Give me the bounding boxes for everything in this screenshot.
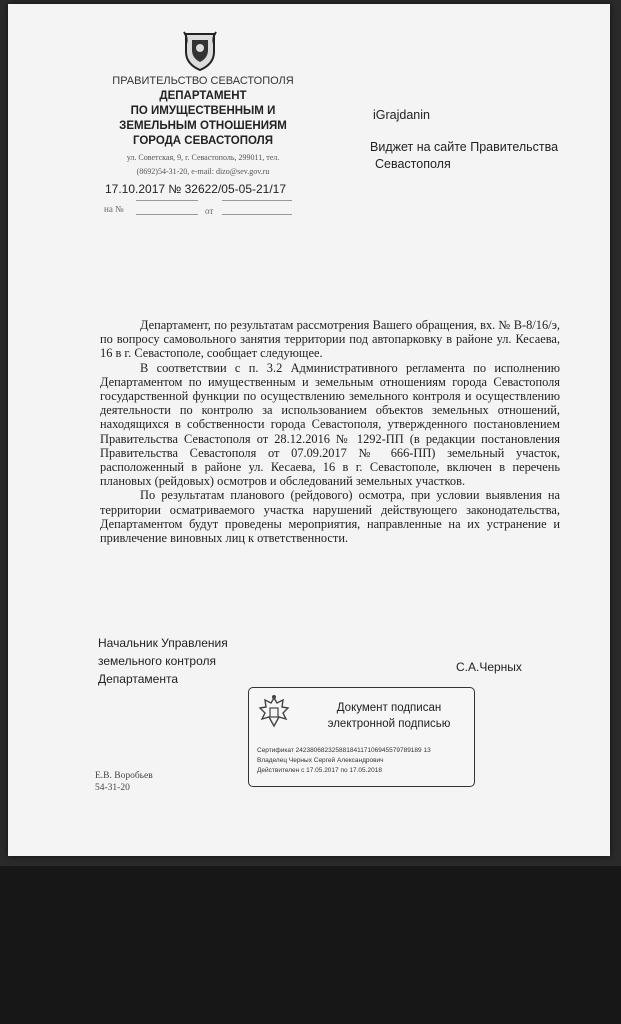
- signatory-title-line-1: Начальник Управления: [98, 636, 228, 650]
- recipient-line-2: Севастополя: [375, 157, 451, 171]
- executor-name: Е.В. Воробьев: [95, 771, 153, 781]
- stamp-title-line-2: электронной подписью: [327, 718, 451, 730]
- double-headed-eagle-icon: [257, 694, 291, 730]
- letterhead: [98, 74, 308, 177]
- body-paragraph-2: В соответствии с п. 3.2 Административного регламента по исполнению Департаментом по имущественным и земельным отношениям города Севастополя государственной функции по осуществлению земельного контроля и осуществлению деятельности по контролю за использованием объектов земельных отношений, находящихся в собственности города Севастополя, утвержденного постановлением Правительства Севастополя от 28.12.2016 № 1292-ПП (в редакции постановления Правительства Севастополя от 07.09.2017 № 666-ПП) земельный участок, расположенный в районе ул. Кесаева, 16 в г. Севастополе, включен в перечень плановых (рейдовых) осмотров и обследований земельных участков.: [100, 360, 560, 489]
- reference-ot-label: от: [205, 206, 214, 216]
- stamp-certificate-info: [257, 746, 431, 776]
- recipient-line-1: Виджет на сайте Правительства: [370, 140, 559, 154]
- reference-date-line-2: [222, 214, 292, 215]
- recipient-name: iGrajdanin: [373, 108, 430, 122]
- letter-page: [8, 4, 610, 856]
- signatory-title: [98, 634, 228, 688]
- address-line-2: (8692)54-31-20, e-mail: dizo@sev.gov.ru: [136, 167, 270, 176]
- stamp-title: [309, 700, 469, 732]
- department-name-line-3: ЗЕМЕЛЬНЫМ ОТНОШЕНИЯМ: [119, 120, 287, 132]
- signatory-title-line-2: земельного контроля: [98, 654, 217, 668]
- stamp-certificate-number: Сертификат 24238068232588184117106945579789189 13: [257, 747, 431, 754]
- outgoing-date-number: 17.10.2017 № 32622/05-05-21/17: [105, 182, 287, 196]
- government-name: ПРАВИТЕЛЬСТВО СЕВАСТОПОЛЯ: [112, 75, 294, 87]
- executor-info: [95, 770, 153, 794]
- body-paragraph-3: По результатам планового (рейдового) осмотра, при условии выявления на территории осматриваемого участка нарушений действующего законодательства, Департаментом будут проведены мероприятия, направленные на их устранение и привлечение виновных лиц к ответственности.: [100, 488, 560, 546]
- department-name-line-4: ГОРОДА СЕВАСТОПОЛЯ: [132, 135, 273, 147]
- executor-phone: 54-31-20: [95, 783, 130, 793]
- address-line-1: ул. Советская, 9, г. Севастополь, 299011, тел.: [126, 153, 280, 162]
- reference-number-line-2: [136, 214, 198, 215]
- electronic-signature-stamp: [248, 687, 475, 787]
- sevastopol-coat-of-arms-icon: [180, 28, 220, 72]
- stamp-validity: Действителен с 17.05.2017 по 17.05.2018: [257, 767, 382, 774]
- department-name-line-2: ПО ИМУЩЕСТВЕННЫМ И: [130, 105, 276, 117]
- reference-date-line: [222, 200, 292, 201]
- reference-number-line: [136, 200, 198, 201]
- signatory-name: С.А.Черных: [456, 660, 522, 674]
- signatory-title-line-3: Департамента: [98, 672, 179, 686]
- stamp-owner: Владелец Черных Сергей Александрович: [257, 757, 384, 764]
- reference-na-label: на №: [104, 204, 124, 214]
- scan-bottom-margin: [0, 866, 621, 1024]
- department-name-line-1: ДЕПАРТАМЕНТ: [159, 90, 247, 102]
- stamp-title-line-1: Документ подписан: [336, 702, 442, 714]
- body-paragraph-1: Департамент, по результатам рассмотрения Вашего обращения, вх. № В-8/16/э, по вопросу самовольного занятия территории под автопарковку в районе ул. Кесаева, 16 в г. Севастополе, сообщает следующее.: [100, 318, 560, 361]
- letter-body: [100, 318, 560, 545]
